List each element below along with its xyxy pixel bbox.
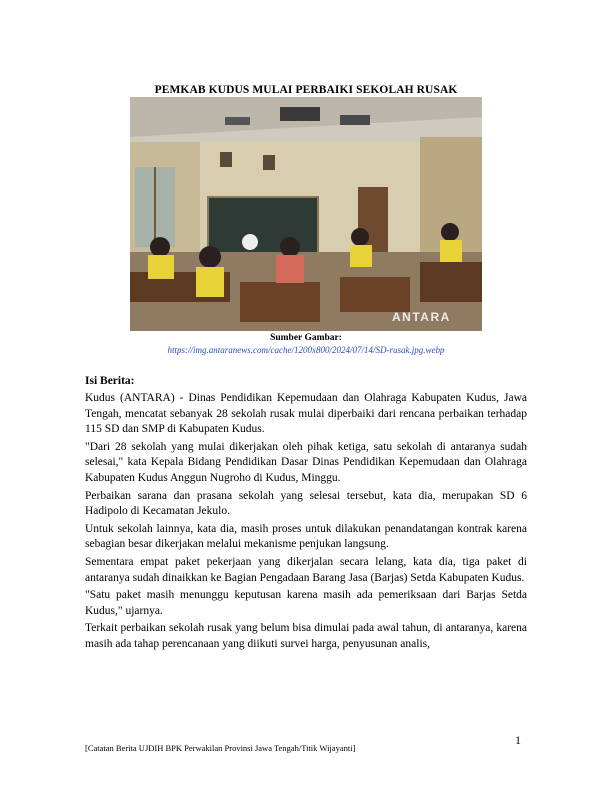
paragraph: Sementara empat paket pekerjaan yang dikerjalan secara lelang, kata dia, tiga paket di antaranya sudah dinaikkan ke Bagian Pengadaan Barang Jasa (Barjas) Setda Kabupaten Kudus. <box>85 555 527 584</box>
paragraph: "Satu paket masih menunggu keputusan karena masih ada pemeriksaan dari Barjas Setda Kudus," ujarnya. <box>85 589 527 617</box>
image-caption-label: Sumber Gambar: <box>270 333 342 343</box>
footer-note: [Catatan Berita UJDIH BPK Perwakilan Provinsi Jawa Tengah/Titik Wijayanti] <box>85 743 356 753</box>
paragraph: Perbaikan sarana dan prasana sekolah yang selesai tersebut, kata dia, merupakan SD 6 Hadipolo di Kecamatan Jekulo. <box>85 489 527 518</box>
image-source-link[interactable]: https://img.antaranews.com/cache/1200x800/2024/07/14/SD-rusak.jpg.webp <box>167 345 445 355</box>
paragraph: Terkait perbaikan sekolah rusak yang belum bisa dimulai pada awal tahun, di antaranya, karena masih ada tahap perencanaan yang diikuti survei harga, penyusunan analis, <box>85 622 527 650</box>
section-heading: Isi Berita: <box>85 375 135 387</box>
page-title: PEMKAB KUDUS MULAI PERBAIKI SEKOLAH RUSAK <box>154 84 458 96</box>
paragraph: Kudus (ANTARA) - Dinas Pendidikan Kepemudaan dan Olahraga Kabupaten Kudus, Jawa Tengah, mencatat sebanyak 28 sekolah rusak mulai diperbaiki dari rencana perbaikan terhadap 115 SD dan SMP di Kabupaten Kudus. <box>85 392 527 436</box>
news-photo <box>130 97 482 331</box>
svg-text:ANTARA: ANTARA <box>392 310 451 324</box>
paragraph: Untuk sekolah lainnya, kata dia, masih proses untuk dilakukan penandatangan kontrak karena sebagian besar dikerjakan melalui mekanisme penjukan langsung. <box>85 522 527 551</box>
article-body <box>85 391 527 655</box>
page-number: 1 <box>515 733 521 747</box>
paragraph: "Dari 28 sekolah yang mulai dikerjakan oleh pihak ketiga, satu sekolah di antaranya sudah selesai," kata Kepala Bidang Pendidikan Dasar Dinas Pendidikan Kepemudaan dan Olahraga Kabupaten Kudus Anggun Nugroho di Kudus, Minggu. <box>85 440 527 484</box>
